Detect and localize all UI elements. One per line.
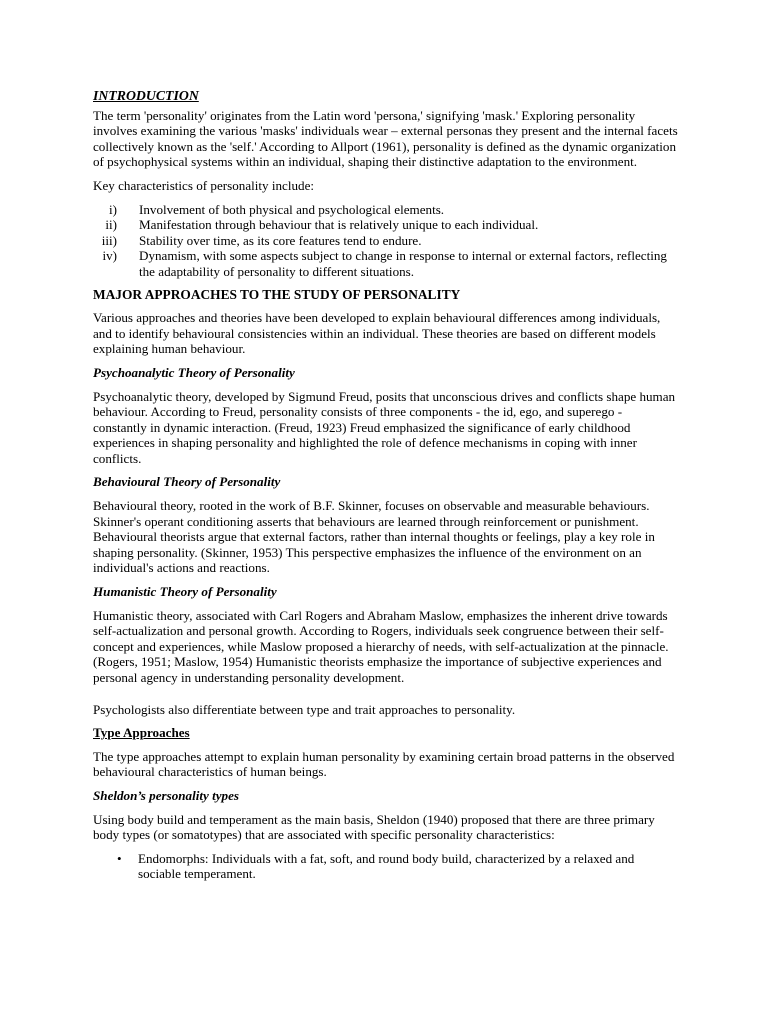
behavioural-heading: Behavioural Theory of Personality — [93, 474, 281, 490]
list-item-number: iv) — [102, 248, 117, 264]
spacer — [93, 686, 678, 702]
humanistic-paragraph: Humanistic theory, associated with Carl Rogers and Abraham Maslow, emphasizes the inherent drive towards self-actualization and personal growth. According to Rogers, individuals seek congruence between their self-concept and experiences, while Maslow proposed a hierarchy of needs, with self-actualization at the pinnacle. (Rogers, 1951; Maslow, 1954) Humanistic theorists emphasize the importance of subjective experiences and personal agency in understanding personality development. — [93, 607, 669, 685]
behavioural-paragraph: Behavioural theory, rooted in the work of B.F. Skinner, focuses on observable and measurable behaviours. Skinner's operant conditioning asserts that behaviours are learned through reinforcement or punishment. Behavioural theorists argue that external factors, rather than internal thoughts or feelings, play a key role in shaping personality. (Skinner, 1953) This perspective emphasizes the influence of the environment on an individual's actions and reactions. — [93, 498, 655, 576]
sheldon-paragraph: Using body build and temperament as the main basis, Sheldon (1940) proposed that there are three primary body types (or somatotypes) that are associated with specific personality characteristics: — [93, 811, 655, 843]
list-item-text: Dynamism, with some aspects subject to change in response to internal or external factors, reflecting the adaptability of personality to different situations. — [139, 248, 667, 279]
type-trait-paragraph: Psychologists also differentiate between type and trait approaches to personality. — [93, 701, 516, 717]
list-item-text: Involvement of both physical and psychological elements. — [139, 201, 445, 217]
list-item-text: Manifestation through behaviour that is relatively unique to each individual. — [139, 217, 539, 233]
list-item-text: Endomorphs: Individuals with a fat, soft, and round body build, characterized by a relaxed and sociable temperament. — [138, 850, 635, 882]
type-approaches-paragraph: The type approaches attempt to explain human personality by examining certain broad patterns in the observed behavioural characteristics of human beings. — [93, 748, 675, 780]
somatotype-list — [93, 851, 678, 882]
key-characteristics-list — [93, 202, 678, 280]
list-item — [93, 233, 678, 249]
key-characteristics-intro: Key characteristics of personality include: — [93, 177, 315, 193]
psychoanalytic-heading: Psychoanalytic Theory of Personality — [93, 364, 295, 380]
major-approaches-heading: MAJOR APPROACHES TO THE STUDY OF PERSONALITY — [93, 286, 461, 302]
list-item-number: ii) — [105, 217, 117, 233]
psychoanalytic-paragraph: Psychoanalytic theory, developed by Sigmund Freud, posits that unconscious drives and conflicts shape human behaviour. According to Freud, personality consists of three components - the id, ego, and superego - constantly in dynamic interaction. (Freud, 1923) Freud emphasized the significance of early childhood experiences in shaping personality and highlighted the role of defence mechanisms in coping with inner conflicts. — [93, 388, 676, 466]
list-item-number: i) — [109, 201, 117, 217]
list-item — [93, 248, 678, 279]
sheldon-heading: Sheldon’s personality types — [93, 787, 239, 803]
introduction-heading: INTRODUCTION — [93, 88, 199, 103]
bullet-marker: • — [117, 850, 122, 866]
type-approaches-heading: Type Approaches — [93, 725, 190, 741]
list-item — [93, 202, 678, 218]
list-item — [93, 217, 678, 233]
list-item-number: iii) — [101, 232, 117, 248]
list-item — [93, 851, 678, 882]
list-item-text: Stability over time, as its core features tend to endure. — [139, 232, 422, 248]
document-body — [93, 88, 678, 882]
humanistic-heading: Humanistic Theory of Personality — [93, 584, 277, 600]
introduction-paragraph: The term 'personality' originates from the Latin word 'persona,' signifying 'mask.' Exploring personality involves examining the various 'masks' individuals wear – external personas they present and the internal facets collectively known as the 'self.' According to Allport (1961), personality is defined as the dynamic organization of psychophysical systems within an individual, shaping their distinctive adaptation to the environment. — [93, 107, 678, 170]
major-approaches-paragraph: Various approaches and theories have been developed to explain behavioural differences among individuals, and to identify behavioural consistencies within an individual. These theories are based on different models explaining human behaviour. — [93, 310, 661, 357]
